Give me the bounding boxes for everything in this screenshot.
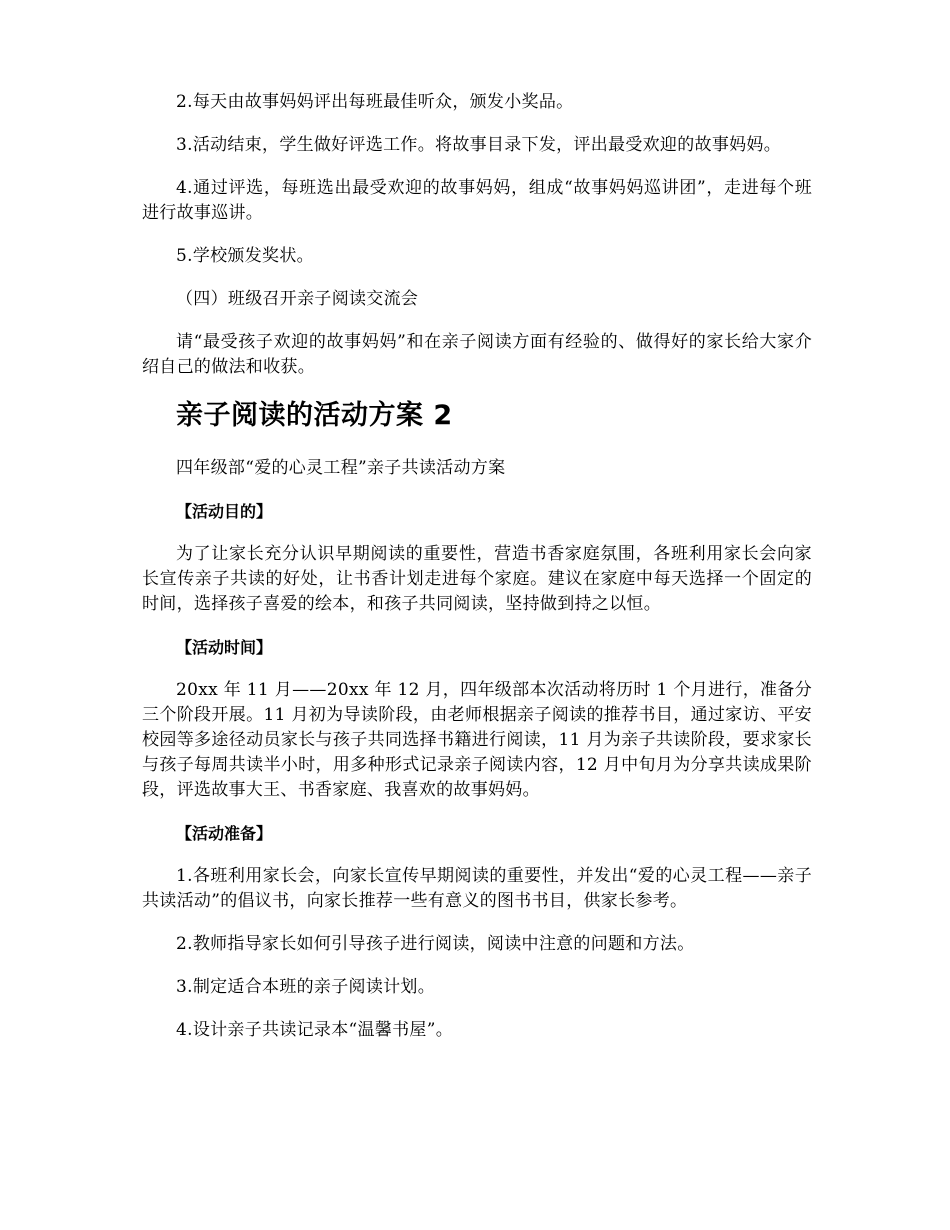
section-label-preparation: 【活动准备】 — [176, 824, 273, 843]
section-label-purpose: 【活动目的】 — [176, 502, 273, 521]
paragraph: 2.每天由故事妈妈评出每班最佳听众，颁发小奖品。 — [176, 92, 574, 112]
document-page — [142, 90, 812, 1061]
paragraph: 3.活动结束，学生做好评选工作。将故事目录下发，评出最受欢迎的故事妈妈。 — [176, 135, 782, 155]
paragraph: 四年级部“爱的心灵工程”亲子共读活动方案 — [176, 458, 506, 478]
paragraph: 4.设计亲子共读记录本“温馨书屋”。 — [176, 1020, 454, 1040]
paragraph: 20xx 年 11 月——20xx 年 12 月，四年级部本次活动将历时 1 个月进行，准备分三个阶段开展。11 月初为导读阶段，由老师根据亲子阅读的推荐书目，通过家访、平安校园等多途径动员家长与孩子共同选择书籍进行阅读，11 月为亲子共读阶段，要求家长与孩子每周共读半小时，用多种形式记录亲子阅读内容，12 月中旬月为分享共读成果阶段，评选故事大王、书香家庭、我喜欢的故事妈妈。 — [142, 680, 812, 800]
paragraph: 5.学校颁发奖状。 — [176, 246, 314, 266]
section-heading: 亲子阅读的活动方案 2 — [176, 400, 453, 431]
paragraph: 请“最受孩子欢迎的故事妈妈”和在亲子阅读方面有经验的、做得好的家长给大家介绍自己的做法和收获。 — [142, 332, 812, 377]
paragraph: 2.教师指导家长如何引导孩子进行阅读，阅读中注意的问题和方法。 — [176, 934, 695, 954]
paragraph: 3.制定适合本班的亲子阅读计划。 — [176, 977, 436, 997]
section-label-time: 【活动时间】 — [176, 638, 273, 657]
paragraph: 1.各班利用家长会，向家长宣传早期阅读的重要性，并发出“爱的心灵工程——亲子共读活动”的倡议书，向家长推荐一些有意义的图书书目，供家长参考。 — [142, 866, 812, 911]
subsection-title: （四）班级召开亲子阅读交流会 — [176, 289, 419, 309]
paragraph: 4.通过评选，每班选出最受欢迎的故事妈妈，组成“故事妈妈巡讲团”，走进每个班进行故事巡讲。 — [142, 178, 812, 223]
paragraph: 为了让家长充分认识早期阅读的重要性，营造书香家庭氛围，各班利用家长会向家长宣传亲子共读的好处，让书香计划走进每个家庭。建议在家庭中每天选择一个固定的时间，选择孩子喜爱的绘本，和孩子共同阅读，坚持做到持之以恒。 — [142, 544, 812, 614]
